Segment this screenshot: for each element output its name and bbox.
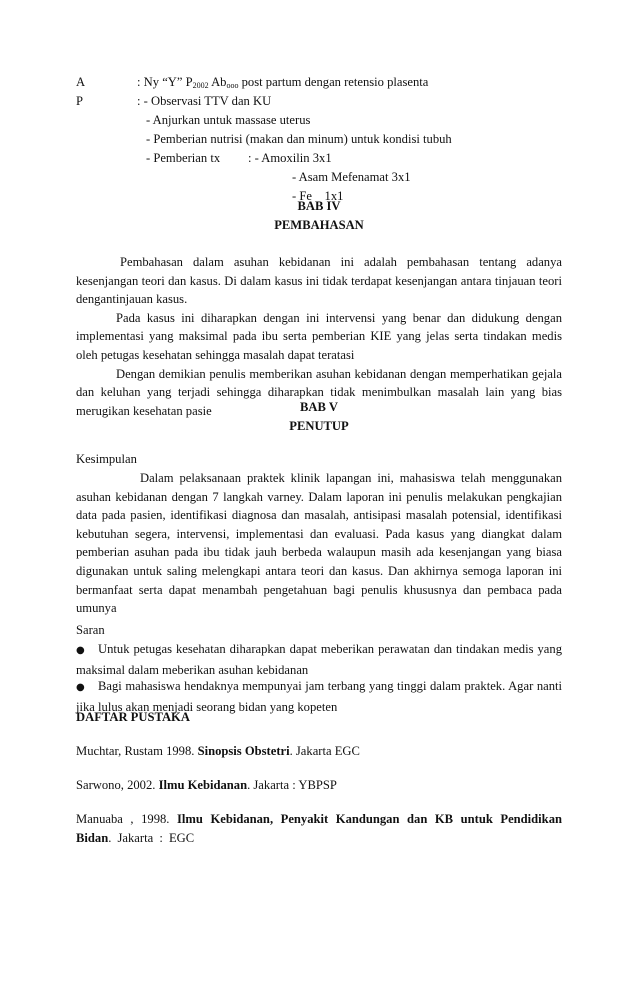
- assessment-ab-sub: ooo: [226, 81, 239, 90]
- plan-line-2: - Anjurkan untuk massase uterus: [146, 113, 311, 127]
- bab4-paragraph-2: Pada kasus ini diharapkan dengan ini intervensi yang benar dan didukung dengan implementasi yang maksimal pada ibu serta pemberian KIE yang jelas serta tindakan medis oleh petugas kesehatan sehingga masalah dapat teratasi: [76, 310, 562, 362]
- bullet-icon: ●: [76, 682, 85, 693]
- kesimpulan-body: [76, 469, 562, 618]
- bab4-body: [76, 253, 562, 420]
- kesimpulan-paragraph: Dalam pelaksanaan praktek klinik lapangan ini, mahasiswa telah menggunakan asuhan kebidanan dengan 7 langkah varney. Dalam laporan ini penulis melakukan pengkajian data pada pasien, identifikasi diagnosa dan masalah, antisipasi masalah potensial, identifikasi kebutuhan segera, intervensi, implementasi dan evaluasi. Pada kasus yang diangkat dalam pemberian asuhan pada ibu tidak jauh berbeda walaupun masih ada kesenjangan yang biasa digunakan untuk saling melengkapi antara teori dan kasus. Dan akhirnya semoga laporan ini bermanfaat serta dapat menambah pengetahuan bagi penulis khususnya dan pembaca pada umunya: [76, 471, 562, 616]
- daftar-pustaka-title: DAFTAR PUSTAKA: [76, 710, 190, 724]
- plan-line-3: - Pemberian nutrisi (makan dan minum) untuk kondisi tubuh: [146, 132, 452, 146]
- bab4-heading: BAB IV: [297, 199, 341, 213]
- assessment-p-sub: 2002: [192, 81, 209, 90]
- bab4-title: PEMBAHASAN: [274, 218, 364, 232]
- reference-2: [76, 776, 337, 795]
- bab4-paragraph-3: Dengan demikian penulis memberikan asuhan kebidanan dengan memperhatikan gejala dan keluhan yang terjadi sehingga diharapkan tidak menimbulkan masalah lain yang bias merugikan kesehatan pasie: [76, 366, 562, 418]
- plan-line-4a: - Pemberian tx: [146, 151, 221, 165]
- reference-3: [76, 810, 562, 847]
- reference-3-author: Manuaba , 1998.: [76, 812, 177, 826]
- bab5-heading: BAB V: [300, 400, 338, 414]
- reference-2-title: Ilmu Kebidanan: [158, 778, 248, 792]
- reference-1-author: Muchtar, Rustam 1998.: [76, 744, 198, 758]
- reference-2-author: Sarwono, 2002.: [76, 778, 159, 792]
- reference-2-publisher: . Jakarta : YBPSP: [247, 778, 337, 792]
- bullet-icon: ●: [76, 645, 85, 656]
- plan-line-4b: : - Amoxilin 3x1: [248, 151, 332, 165]
- plan-line-5: - Asam Mefenamat 3x1: [292, 170, 411, 184]
- kesimpulan-label: Kesimpulan: [76, 452, 137, 466]
- reference-3-publisher: . Jakarta : EGC: [108, 830, 195, 845]
- saran-item-2-text: Bagi mahasiswa hendaknya mempunyai jam terbang yang tinggi dalam praktek. Agar nanti jika lulus akan menjadi seorang bidan yang kopeten: [76, 679, 562, 714]
- assessment-patient: : Ny “Y” P: [137, 75, 193, 89]
- reference-1-publisher: . Jakarta EGC: [289, 744, 360, 758]
- reference-3-title: Ilmu Kebidanan, Penyakit Kandungan dan KB untuk Pendidikan Bidan: [76, 812, 562, 845]
- reference-1-title: Sinopsis Obstetri: [197, 744, 290, 758]
- bab5-title: PENUTUP: [289, 419, 349, 433]
- bab4-paragraph-1: Pembahasan dalam asuhan kebidanan ini adalah pembahasan tentang adanya kesenjangan teori dan kasus. Di dalam kasus ini tidak terdapat kesenjangan antara tinjauan teori dengantinjauan kasus.: [76, 255, 562, 307]
- reference-1: [76, 742, 360, 761]
- plan-label: P: [76, 94, 84, 108]
- assessment-diagnosis: post partum dengan retensio plasenta: [238, 75, 429, 89]
- assessment-ab: Ab: [208, 75, 227, 89]
- saran-item-1: [76, 640, 562, 679]
- saran-item-1-text: Untuk petugas kesehatan diharapkan dapat meberikan perawatan dan tindakan medis yang maksimal dalam meberikan asuhan kebidanan: [76, 642, 562, 677]
- assessment-label: A: [76, 75, 86, 89]
- plan-line-1: : - Observasi TTV dan KU: [137, 94, 272, 108]
- saran-label: Saran: [76, 623, 105, 637]
- plan-line-6: - Fe 1x1: [292, 189, 344, 203]
